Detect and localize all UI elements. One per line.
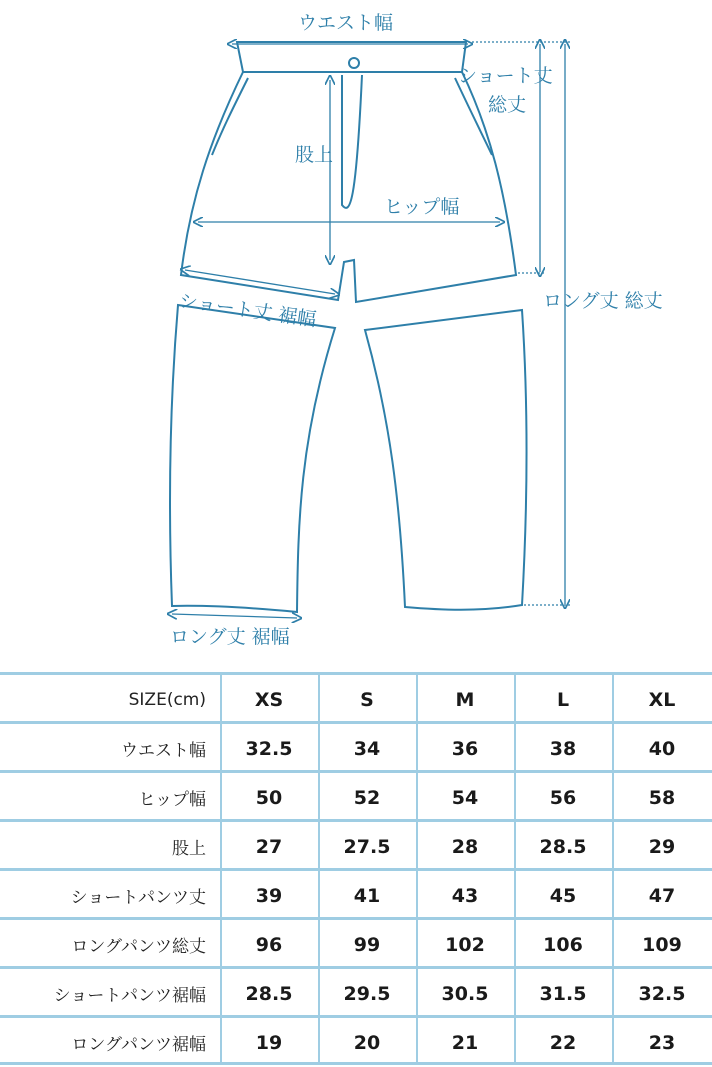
table-cell: 106 (543, 933, 583, 956)
table-divider (0, 868, 712, 871)
table-divider (0, 966, 712, 969)
table-row (0, 822, 712, 871)
table-cell: 47 (648, 884, 676, 907)
table-cell: 54 (451, 786, 479, 809)
table-cell: 52 (353, 786, 381, 809)
short-hem-label: ショート丈 裾幅 (177, 290, 318, 332)
table-cell: 28.5 (539, 835, 587, 858)
table-cell: 27 (255, 835, 283, 858)
table-cell: 31.5 (539, 982, 587, 1005)
table-cell: 56 (549, 786, 577, 809)
hip-label: ヒップ幅 (384, 196, 460, 218)
table-row (0, 969, 712, 1018)
short-length-label: ショート丈 (458, 65, 553, 87)
table-cell: 102 (445, 933, 485, 956)
table-divider (0, 917, 712, 920)
table-cell: 32.5 (638, 982, 686, 1005)
long-total-label: ロング丈 総丈 (543, 290, 663, 312)
row-label: ヒップ幅 (138, 790, 206, 810)
table-row (0, 920, 712, 969)
table-column-divider (318, 672, 320, 1065)
pocket-right (455, 78, 492, 155)
table-cell: 28 (451, 835, 479, 858)
table-cell: 41 (353, 884, 381, 907)
size-column-header: SIZE(cm) (128, 689, 206, 710)
waist-label: ウエスト幅 (298, 12, 394, 34)
table-cell: 32.5 (245, 737, 293, 760)
row-label: ショートパンツ裾幅 (53, 986, 206, 1006)
table-cell: 23 (648, 1031, 676, 1054)
table-cell: 21 (451, 1031, 479, 1054)
table-column-divider (514, 672, 516, 1065)
row-label: ロングパンツ裾幅 (71, 1035, 206, 1055)
table-cell: 34 (353, 737, 381, 760)
size-header-cell: XS (254, 688, 284, 711)
short-total-label: 総丈 (488, 94, 527, 116)
table-divider (0, 672, 712, 675)
table-column-divider (612, 672, 614, 1065)
table-divider (0, 819, 712, 822)
pocket-left (212, 78, 248, 155)
table-divider (0, 721, 712, 724)
table-cell: 36 (451, 737, 479, 760)
row-label: ロングパンツ総丈 (71, 937, 206, 957)
long-hem-label: ロング丈 裾幅 (170, 626, 290, 648)
fly-line (342, 75, 362, 208)
right-leg-outline (365, 310, 527, 610)
size-header-cell: XL (648, 688, 676, 711)
row-label: ショートパンツ丈 (70, 888, 206, 908)
table-cell: 99 (353, 933, 381, 956)
table-cell: 20 (353, 1031, 381, 1054)
table-cell: 19 (255, 1031, 283, 1054)
table-cell: 39 (255, 884, 283, 907)
rise-label: 股上 (295, 144, 334, 166)
row-label: 股上 (172, 839, 206, 859)
table-row (0, 773, 712, 822)
table-row (0, 871, 712, 920)
size-header-cell: M (455, 688, 475, 711)
long-hem-measure (172, 614, 297, 618)
table-cell: 29 (648, 835, 676, 858)
table-row (0, 1018, 712, 1067)
table-column-divider (416, 672, 418, 1065)
size-table (0, 672, 712, 1065)
table-header-row (0, 675, 712, 724)
table-divider (0, 1015, 712, 1018)
table-column-divider (220, 672, 222, 1065)
table-cell: 109 (642, 933, 682, 956)
table-cell: 29.5 (343, 982, 391, 1005)
table-cell: 45 (549, 884, 577, 907)
table-cell: 27.5 (343, 835, 391, 858)
pants-upper-outline (181, 72, 516, 302)
row-label: ウエスト幅 (121, 741, 206, 761)
left-leg-outline (170, 305, 335, 612)
short-hem-measure (185, 270, 335, 294)
table-cell: 22 (549, 1031, 577, 1054)
table-row (0, 724, 712, 773)
button-shape (349, 58, 359, 68)
table-cell: 58 (648, 786, 676, 809)
table-divider (0, 770, 712, 773)
table-cell: 28.5 (245, 982, 293, 1005)
size-header-cell: L (556, 688, 570, 711)
table-cell: 50 (255, 786, 283, 809)
table-cell: 43 (451, 884, 479, 907)
table-cell: 30.5 (441, 982, 489, 1005)
table-cell: 38 (549, 737, 577, 760)
size-header-cell: S (360, 688, 374, 711)
table-cell: 40 (648, 737, 676, 760)
table-cell: 96 (255, 933, 283, 956)
